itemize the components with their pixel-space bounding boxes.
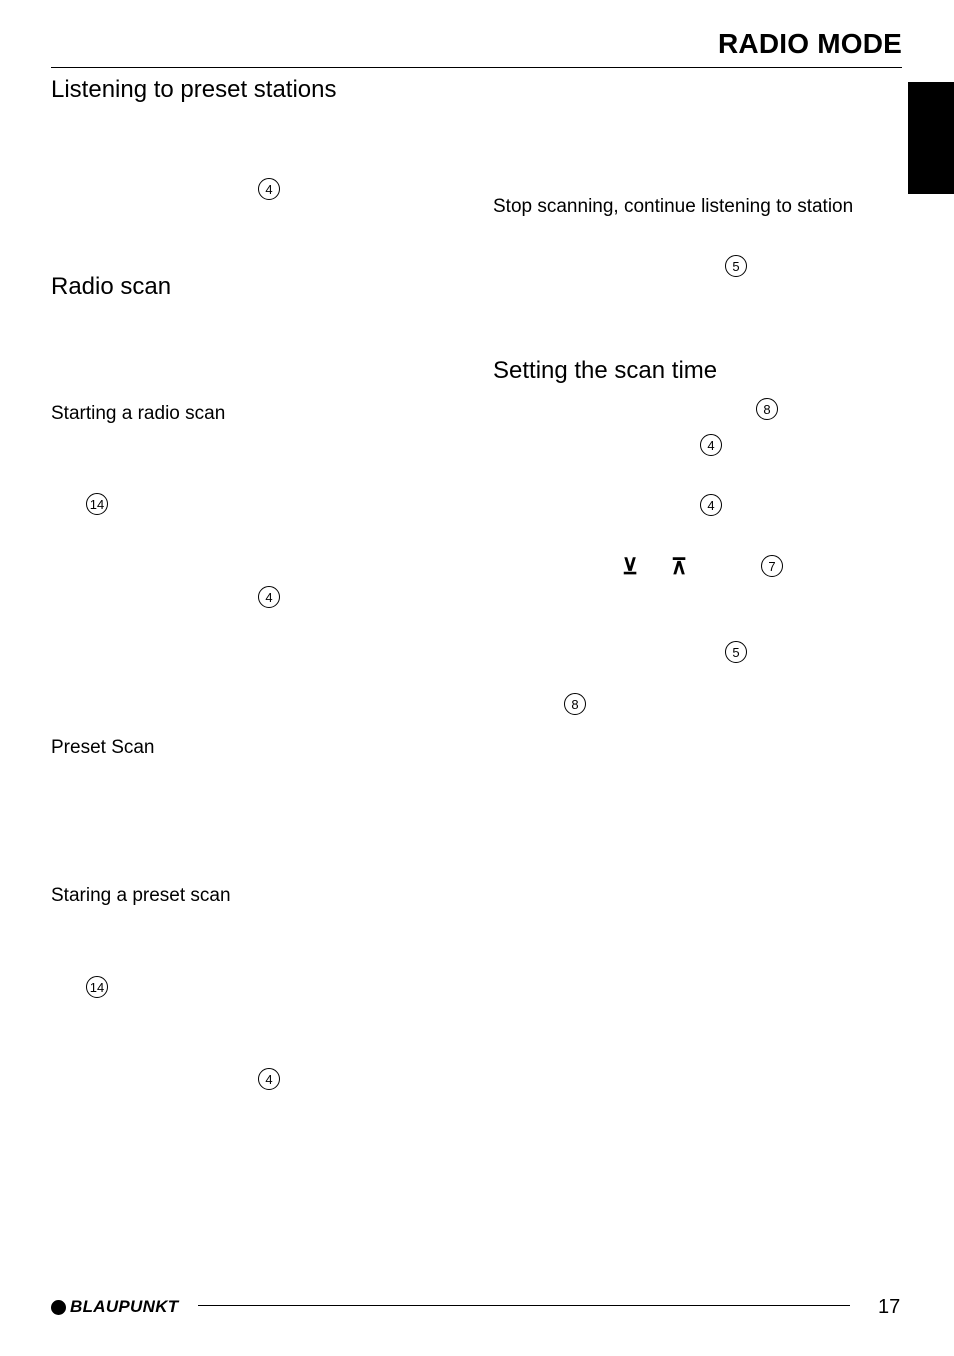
callout-4: 4 (258, 586, 280, 608)
callout-14: 14 (86, 976, 108, 998)
subheading-stop-scanning: Stop scanning, continue listening to station (493, 196, 854, 217)
callout-5: 5 (725, 255, 747, 277)
callout-4: 4 (700, 494, 722, 516)
heading-setting-scan-time: Setting the scan time (493, 357, 718, 384)
callout-14: 14 (86, 493, 108, 515)
callout-7: 7 (761, 555, 783, 577)
brand-name: BLAUPUNKT (70, 1297, 179, 1316)
callout-8: 8 (756, 398, 778, 420)
heading-radio-scan: Radio scan (51, 273, 172, 300)
header-rule (51, 67, 902, 68)
footer-rule (198, 1305, 850, 1306)
subheading-starting-radio-scan: Starting a radio scan (51, 403, 226, 424)
callout-4: 4 (258, 178, 280, 200)
brand-logo (51, 1297, 178, 1317)
page-title: RADIO MODE (718, 28, 902, 59)
subheading-preset-scan: Preset Scan (51, 737, 155, 758)
heading-listening-preset-stations: Listening to preset stations (51, 76, 337, 103)
callout-8: 8 (564, 693, 586, 715)
page-number: 17 (878, 1296, 901, 1318)
language-tab-marker (908, 82, 954, 194)
subheading-starting-preset-scan: Staring a preset scan (51, 885, 231, 906)
callout-4: 4 (258, 1068, 280, 1090)
callout-5: 5 (725, 641, 747, 663)
arrow-up-icon: ⊼ (671, 554, 688, 579)
logo-dot-icon (51, 1300, 66, 1315)
arrow-down-icon: ⊻ (622, 554, 639, 579)
callout-4: 4 (700, 434, 722, 456)
